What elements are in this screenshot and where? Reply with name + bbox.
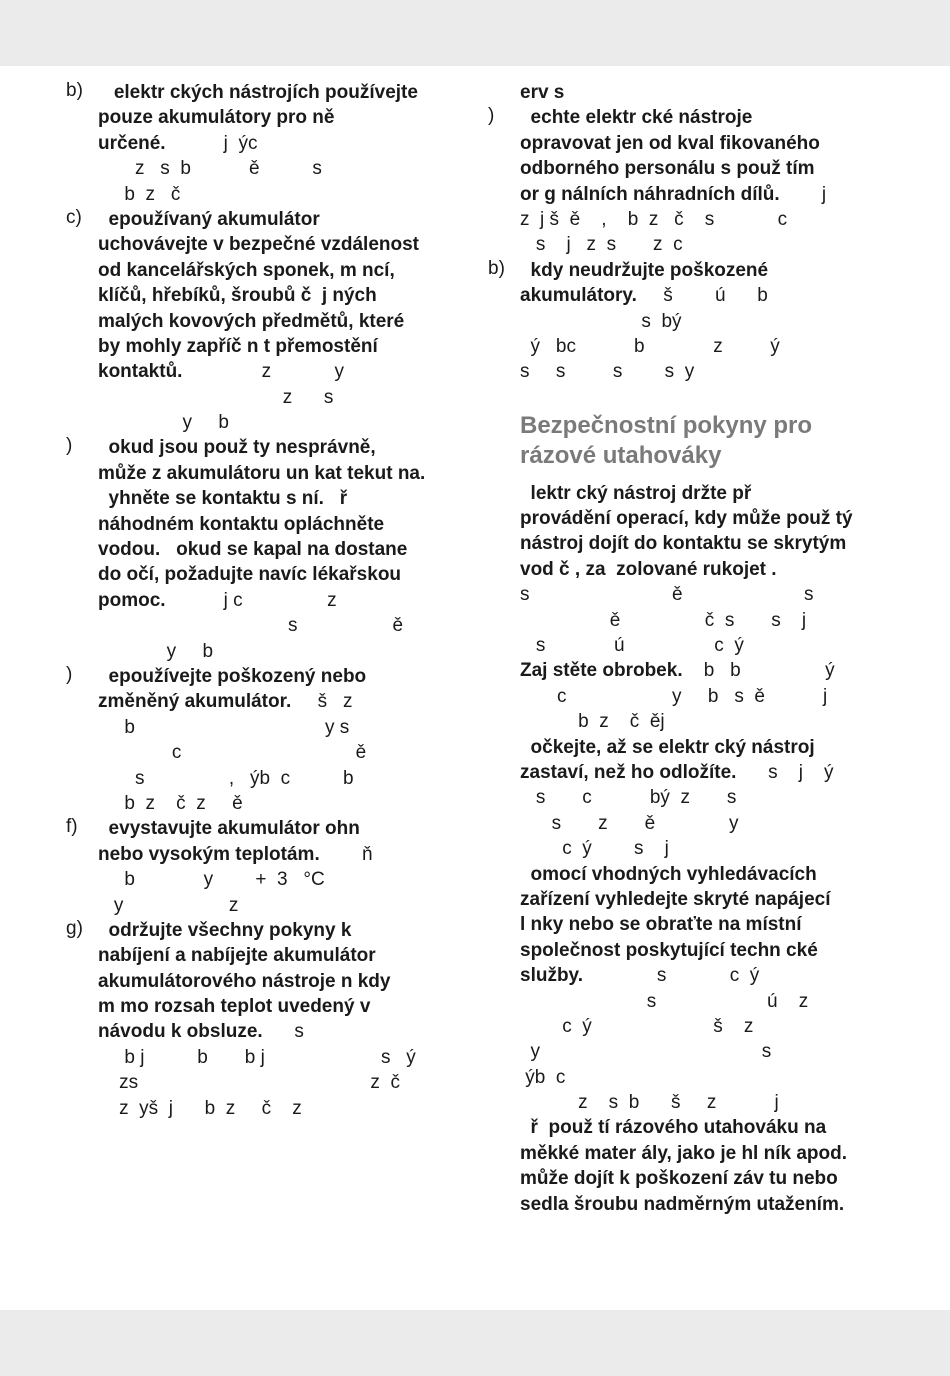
item-marker: c) — [66, 206, 82, 228]
bold-text: kontaktů. — [98, 361, 183, 383]
text-line — [66, 156, 466, 181]
text-line — [488, 608, 888, 633]
bold-text: určené. — [98, 132, 166, 154]
bold-text: or g nálních náhradních dílů. — [520, 183, 780, 205]
bold-text: akumulátorového nástroje n kdy — [98, 970, 391, 992]
body-text: b z č — [98, 183, 181, 205]
right-column-top-section — [488, 80, 888, 385]
bold-text: služby. — [520, 965, 583, 987]
text-line — [66, 258, 466, 283]
body-text: s c ý — [583, 965, 760, 987]
text-line — [488, 156, 888, 181]
text-line — [66, 283, 466, 308]
body-text: b y s — [98, 716, 350, 738]
body-text: y z — [98, 894, 239, 916]
text-line — [488, 309, 888, 334]
text-line — [66, 385, 466, 410]
body-text: s c bý z s — [520, 787, 737, 809]
text-line — [66, 740, 466, 765]
bold-text: pomoc. — [98, 589, 166, 611]
text-line — [66, 105, 466, 130]
text-line — [488, 359, 888, 384]
bold-text: vodou. okud se kapal na dostane — [98, 539, 408, 561]
text-line — [488, 785, 888, 810]
body-text: s j z s z c — [520, 234, 683, 256]
bold-text: okud jsou použ ty nesprávně, — [98, 437, 376, 459]
bold-text: může dojít k poškození záv tu nebo — [520, 1168, 838, 1190]
bold-text: Zaj stěte obrobek. — [520, 660, 683, 682]
bold-text: pouze akumulátory pro ně — [98, 107, 335, 129]
text-line — [66, 969, 466, 994]
bottom-page-band — [0, 1310, 950, 1376]
text-line — [66, 943, 466, 968]
body-text: b z č ěj — [520, 711, 665, 733]
text-line — [66, 1096, 466, 1121]
text-line — [66, 816, 466, 841]
text-line — [66, 537, 466, 562]
text-line — [488, 557, 888, 582]
text-line — [66, 359, 466, 384]
text-line — [488, 684, 888, 709]
text-line — [488, 582, 888, 607]
body-text: b j b b j s ý — [98, 1046, 416, 1068]
right-column — [488, 80, 888, 1217]
text-line — [488, 531, 888, 556]
bold-text: náhodném kontaktu opláchněte — [98, 513, 385, 535]
text-line — [488, 938, 888, 963]
item-marker: ) — [66, 435, 73, 457]
text-line — [488, 963, 888, 988]
text-line — [488, 283, 888, 308]
text-line — [66, 80, 466, 105]
section-heading-line: rázové utahováky — [520, 441, 722, 469]
body-text: c y b s ě j — [520, 685, 828, 707]
body-text: s ú c ý — [520, 635, 744, 657]
body-text: j c z — [165, 589, 337, 611]
body-text: j ýc — [165, 132, 258, 154]
body-text: s ě — [98, 615, 404, 637]
instruction-item — [66, 435, 466, 664]
instruction-item — [488, 862, 888, 1116]
body-text: y b — [98, 640, 214, 662]
top-page-band — [0, 0, 950, 66]
text-line — [488, 182, 888, 207]
bold-text: provádění operací, kdy může použ tý — [520, 508, 853, 530]
bold-text: opravovat jen od kval fikovaného — [520, 132, 820, 154]
text-line — [488, 258, 888, 283]
text-line — [66, 461, 466, 486]
text-line — [66, 613, 466, 638]
text-line — [66, 562, 466, 587]
text-line — [488, 760, 888, 785]
text-line — [66, 512, 466, 537]
text-line — [488, 1115, 888, 1140]
text-line — [488, 1141, 888, 1166]
bold-text: měkké mater ály, jako je hl ník apod. — [520, 1142, 848, 1164]
bold-text: održujte všechny pokyny k — [98, 919, 352, 941]
item-marker: f) — [66, 816, 78, 838]
bold-text: akumulátory. — [520, 285, 637, 307]
bold-text: echte elektr cké nástroje — [520, 107, 753, 129]
body-text: ý bc b z ý — [520, 335, 780, 357]
text-line — [488, 105, 888, 130]
left-column — [66, 80, 466, 1121]
body-text: s j ý — [736, 761, 834, 783]
item-marker: b) — [488, 257, 505, 279]
bold-text: od kancelářských sponek, m ncí, — [98, 259, 395, 281]
bold-text: malých kovových předmětů, které — [98, 310, 405, 332]
text-line — [488, 1090, 888, 1115]
instruction-item — [488, 258, 888, 385]
body-text: s ě s — [520, 584, 814, 606]
section-heading-line: Bezpečnostní pokyny pro — [520, 411, 813, 439]
text-line — [488, 1065, 888, 1090]
bold-text: yhněte se kontaktu s ní. ř — [98, 488, 348, 510]
right-column-bottom-section — [488, 481, 888, 1217]
item-marker: ) — [488, 105, 495, 127]
body-text: s , ýb c b — [98, 767, 354, 789]
bold-text: může z akumulátoru un kat tekut na. — [98, 462, 426, 484]
text-line — [66, 766, 466, 791]
text-line — [488, 862, 888, 887]
bold-text: nebo vysokým teplotám. — [98, 843, 320, 865]
text-line — [488, 836, 888, 861]
text-line — [488, 658, 888, 683]
text-line — [66, 639, 466, 664]
body-text: c ý š z — [520, 1015, 754, 1037]
text-line — [66, 842, 466, 867]
bold-text: odborného personálu s použ tím — [520, 158, 815, 180]
text-line — [66, 486, 466, 511]
body-text: z s b ě s — [98, 158, 322, 180]
body-text: ýb c — [520, 1066, 566, 1088]
text-line — [66, 1045, 466, 1070]
body-text: b z č z ě — [98, 792, 243, 814]
text-line — [488, 232, 888, 257]
text-line — [488, 334, 888, 359]
text-line — [488, 1039, 888, 1064]
body-text: y s — [520, 1041, 772, 1063]
bold-text: omocí vhodných vyhledávacích — [520, 863, 817, 885]
text-line — [488, 633, 888, 658]
text-line — [488, 1192, 888, 1217]
bold-text: nástroj dojít do kontaktu se skrytým — [520, 533, 847, 555]
bold-text: elektr ckých nástrojích používejte — [98, 82, 418, 103]
text-line — [66, 664, 466, 689]
body-text: s s s s y — [520, 361, 695, 383]
item-marker: g) — [66, 917, 83, 939]
text-line — [488, 912, 888, 937]
text-line — [66, 1070, 466, 1095]
body-text: š z — [291, 691, 353, 713]
text-line — [488, 207, 888, 232]
text-line — [488, 80, 888, 105]
text-line — [66, 182, 466, 207]
body-text: z yš j b z č z — [98, 1097, 302, 1119]
instruction-item — [66, 816, 466, 918]
bold-text: epoužívaný akumulátor — [98, 208, 320, 230]
body-text: y b — [98, 412, 229, 434]
bold-text: návodu k obsluze. — [98, 1021, 263, 1043]
body-text: z j š ě , b z č s c — [520, 208, 788, 230]
bold-text: evystavujte akumulátor ohn — [98, 818, 360, 840]
instruction-item — [488, 735, 888, 862]
bold-text: očkejte, až se elektr cký nástroj — [520, 736, 815, 758]
text-line — [66, 232, 466, 257]
bold-text: lektr cký nástroj držte př — [520, 482, 752, 504]
instruction-item — [488, 658, 888, 734]
bold-text: kdy neudržujte poškozené — [520, 259, 769, 281]
body-text: zs z č — [98, 1072, 400, 1094]
instruction-item — [488, 1115, 888, 1217]
body-text: c ě — [98, 742, 367, 764]
body-text: ň — [319, 843, 373, 865]
text-line — [66, 1019, 466, 1044]
body-text: s ú z — [520, 990, 809, 1012]
instruction-item — [66, 664, 466, 816]
text-line — [488, 1166, 888, 1191]
text-line — [66, 893, 466, 918]
text-line — [488, 887, 888, 912]
text-line — [66, 994, 466, 1019]
text-line — [488, 506, 888, 531]
text-line — [66, 435, 466, 460]
text-line — [66, 207, 466, 232]
bold-text: do očí, požadujte navíc lékařskou — [98, 564, 402, 586]
text-line — [488, 735, 888, 760]
bold-text: ř použ tí rázového utahováku na — [520, 1117, 827, 1139]
text-line — [488, 1014, 888, 1039]
bold-text: změněný akumulátor. — [98, 691, 292, 713]
instruction-item — [66, 918, 466, 1121]
section-heading — [520, 411, 888, 471]
text-line — [66, 410, 466, 435]
text-line — [488, 481, 888, 506]
text-line — [488, 709, 888, 734]
body-text: š ú b — [636, 285, 768, 307]
instruction-item — [488, 105, 888, 257]
instruction-item — [66, 80, 466, 207]
text-line — [488, 811, 888, 836]
bold-text: klíčů, hřebíků, šroubů č j ných — [98, 285, 377, 307]
bold-text: vod č , za zolované rukojet . — [520, 558, 777, 580]
bold-text: zařízení vyhledejte skryté napájecí — [520, 888, 831, 910]
text-line — [66, 791, 466, 816]
bold-text: sedla šroubu nadměrným utažením. — [520, 1193, 845, 1215]
body-text: b y + 3 °C — [98, 869, 325, 891]
body-text: z y — [182, 361, 344, 383]
text-line — [66, 715, 466, 740]
bold-text: uchovávejte v bezpečné vzdálenost — [98, 234, 420, 256]
body-text: z s — [98, 386, 334, 408]
bold-text: l nky nebo se obraťte na místní — [520, 914, 802, 936]
bold-text: by mohly zapříč n t přemostění — [98, 335, 378, 357]
item-marker: ) — [66, 663, 73, 685]
bold-text: nabíjení a nabíjejte akumulátor — [98, 945, 376, 967]
instruction-item — [66, 207, 466, 436]
text-line — [66, 309, 466, 334]
text-line — [66, 334, 466, 359]
text-line — [66, 918, 466, 943]
item-marker: b) — [66, 80, 83, 101]
instruction-item — [488, 481, 888, 659]
bold-text: m mo rozsah teplot uvedený v — [98, 996, 371, 1018]
body-text: c ý s j — [520, 838, 669, 860]
body-text: b b ý — [682, 660, 835, 682]
text-line — [66, 131, 466, 156]
bold-text: zastaví, než ho odložíte. — [520, 761, 737, 783]
bold-text: společnost poskytující techn cké — [520, 939, 818, 961]
bold-text: epoužívejte poškozený nebo — [98, 665, 367, 687]
body-text: s z ě y — [520, 812, 739, 834]
body-text: ě č s s j — [520, 609, 807, 631]
text-line — [66, 867, 466, 892]
body-text: s bý — [520, 310, 682, 332]
text-line — [488, 131, 888, 156]
text-line — [66, 588, 466, 613]
body-text: s — [262, 1021, 304, 1043]
text-line — [66, 689, 466, 714]
body-text: z s b š z j — [520, 1092, 779, 1114]
bold-text: erv s — [520, 82, 565, 103]
instruction-item — [488, 80, 888, 105]
text-line — [488, 989, 888, 1014]
body-text: j — [779, 183, 827, 205]
